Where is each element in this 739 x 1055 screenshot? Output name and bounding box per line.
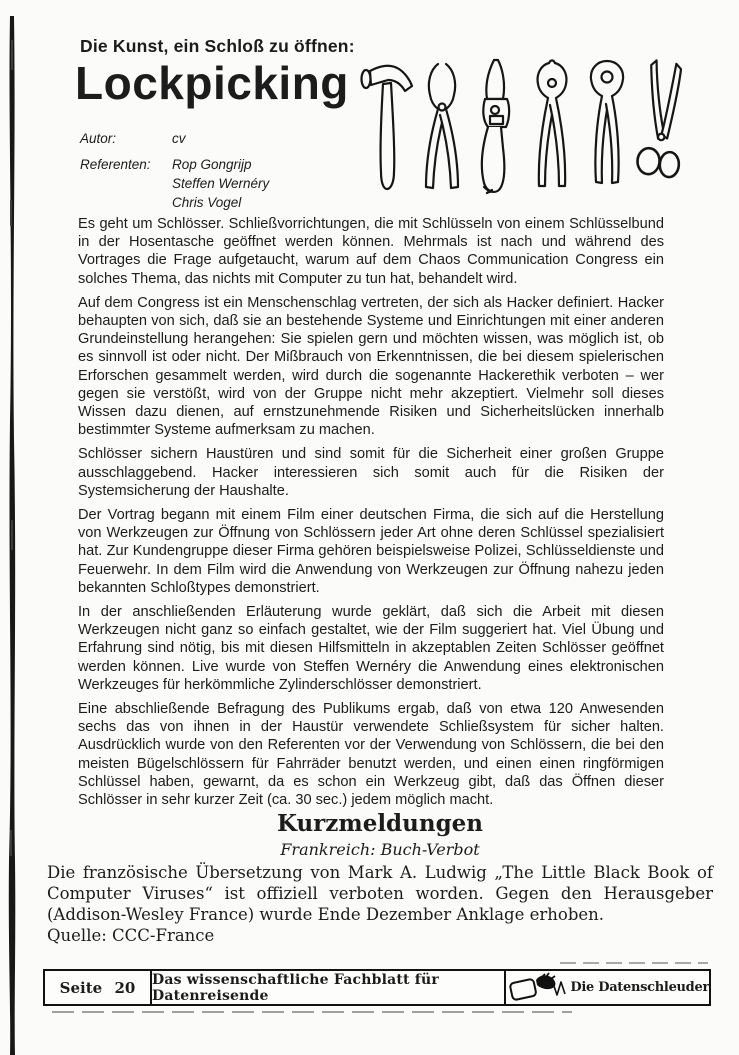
page-number: Seite 20 [45, 971, 152, 1004]
kurzmeldungen-body: Die französische Übersetzung von Mark A. Ludwig „The Little Black Book of Computer Viruses“ ist offiziell verboten worden. Gegen den Herausgeber (Addison-Wesley France) wurde Ende Dezember Anklage erhoben. [47, 863, 713, 924]
tools-illustration [358, 54, 690, 204]
kurzmeldungen-source: Quelle: CCC-France [47, 926, 215, 945]
logo-text: Die Datenschleuder [570, 980, 709, 995]
footer-tagline: Das wissenschaftliche Fachblatt für Datenreisende [152, 971, 506, 1004]
kurzmeldungen-subtitle: Frankreich: Buch-Verbot [280, 840, 480, 859]
byline-block [80, 129, 269, 212]
kicker: Die Kunst, ein Schloß zu öffnen: [80, 36, 355, 56]
pruning-shears-icon [482, 60, 509, 193]
author-row [80, 129, 269, 148]
paragraph: In der anschließenden Erläuterung wurde geklärt, daß sich die Arbeit mit diesen Werkzeugen nicht ganz so einfach gestaltet, wie der Film suggeriert hat. Viel Übung und Erfahrung sind nötig, bis mit diesen Hilfsmitteln in akzeptablen Zeiten Schlösser geöffnet werden können. Live wurde von Steffen Wernéry die Anwendung eines elektronischen Werkzeuges für herkömmliche Zylinderschlösser demonstriert. [78, 604, 664, 693]
referent-name: Rop Gongrijp [172, 157, 252, 172]
hammer-icon [362, 66, 413, 189]
author-label: Autor: [80, 131, 117, 146]
referent-name: Steffen Wernéry [172, 176, 270, 191]
scan-artifact-line [560, 962, 708, 964]
referents-list [172, 155, 269, 212]
article-body [78, 215, 664, 815]
kurzmeldungen-title: Kurzmeldungen [276, 810, 484, 837]
paragraph: Es geht um Schlösser. Schließvorrichtungen, die mit Schlüsseln von einem Schlüsselbund in der Hosentasche geöffnet werden können. Mehrmals ist nach und während des Vortrages die Frage aufgetaucht, warum auf dem Chaos Communication Congress ein solches Thema, das nichts mit Computer zu tun hat, behandelt wird. [78, 216, 664, 287]
end-nippers-icon [591, 61, 623, 183]
page-title: Lockpicking [75, 57, 349, 109]
paragraph: Auf dem Congress ist ein Menschenschlag vertreten, der sich als Hacker definiert. Hacker behaupten von sich, daß sie an bestehende Systeme und Einrichtungen mit einer anderen Grundeinstellung herangehen: Sie spielen gern und möchten wissen, was möglich ist, ob es sinnvoll ist oder nicht. Der Mißbrauch von Erkenntnissen, die bei diesem spielerischen Erforschen gesammelt werden, wird durch die sogenannte Hackerethik verboten – wer gegen sie verstößt, wird von der Gruppe nicht mehr akzeptiert. Vielmehr soll dieses Wissen dazu dienen, auf ernstzunehmende Risiken und Sicherheitslücken innerhalb bestimmter Systeme aufmerksam zu machen. [78, 294, 664, 439]
binding-edge-artifact [0, 0, 26, 1055]
paragraph: Der Vortrag begann mit einem Film einer deutschen Firma, die sich auf die Herstellung von Werkzeugen zur Öffnung von Schlössern jeder Art ohne deren Schlüssel spezialisiert hat. Zur Kundengruppe dieser Firma gehören beispielsweise Polizei, Schlüsseldienste und Feuerwehr. In dem Film wird die Anwendung von Werkzeugen zur Öffnung nahezu jeden bekannten Schloßtypes demonstriert. [78, 507, 664, 596]
scissors-icon [637, 60, 686, 178]
magazine-logo [506, 971, 709, 1004]
footer-bar [43, 969, 711, 1006]
kurzmeldungen-section [47, 810, 713, 946]
referent-name: Chris Vogel [172, 195, 242, 210]
referents-label: Referenten: [80, 157, 151, 172]
paragraph: Eine abschließende Befragung des Publikums ergab, daß von etwa 120 Anwesenden sechs das von ihnen in der Haustür verwendete Schließsystem für sicher halten. Ausdrücklich wurde von den Referenten vor der Verwendung von Schlössern, die bei den meisten Bügelschlössern für Fahrräder benutzt werden, und einen einen ringförmigen Schlüssel haben, gewarnt, da es schon ein Werkzeug gibt, daß das Öffnen dieser Schlösser in sehr kurzer Zeit (ca. 30 sec.) jedem möglich macht. [78, 701, 664, 809]
datenschleuder-logo-icon [508, 972, 570, 1004]
flat-pliers-icon [426, 64, 458, 188]
round-pincers-icon [538, 60, 567, 186]
referents-row [80, 155, 269, 212]
author-value: cv [172, 131, 186, 146]
paragraph: Schlösser sichern Haustüren und sind somit für die Sicherheit einer großen Gruppe ausschlaggebend. Hacker interessieren sich somit auch für die Risiken der Systemsicherung der Haushalte. [78, 446, 664, 499]
scan-artifact-line [52, 1011, 572, 1013]
